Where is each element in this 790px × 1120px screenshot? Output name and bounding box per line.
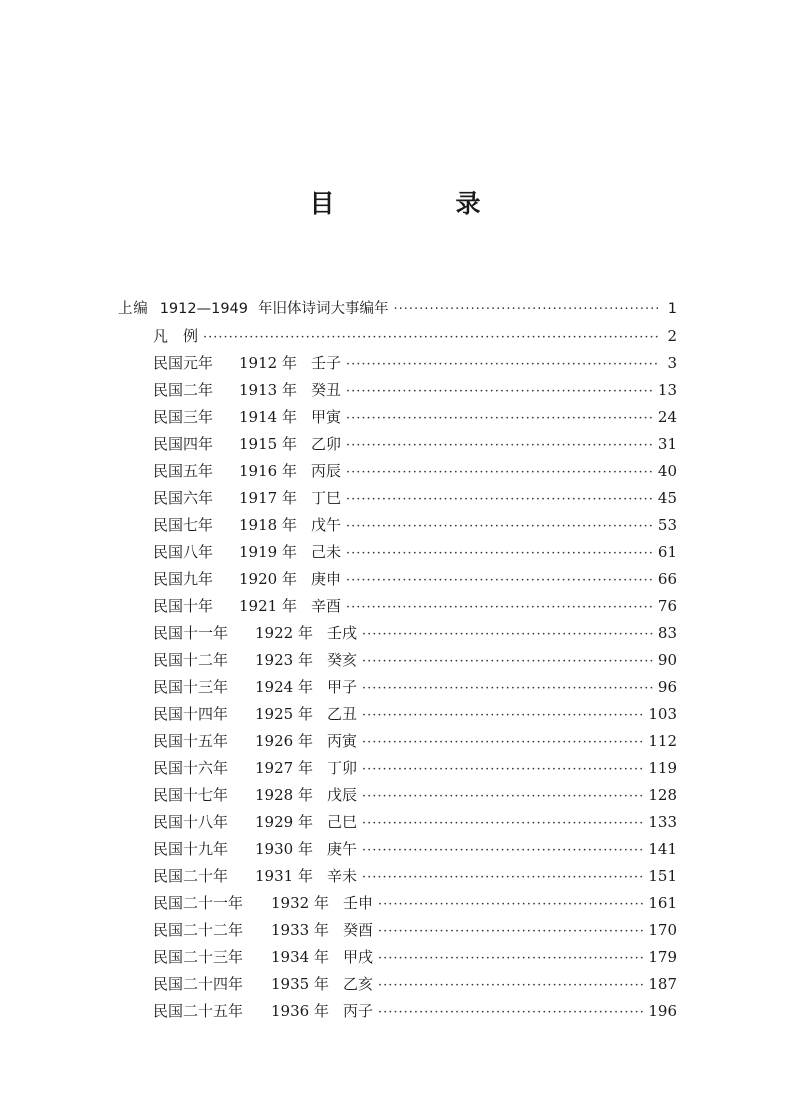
entry-gregorian-year: 1915 年 [239,435,297,453]
entry-ganzhi: 戊午 [310,516,341,534]
page-number: 90 [657,651,677,669]
dot-leader [378,918,643,945]
page-number: 83 [657,624,677,642]
toc-entry[interactable] [0,539,790,566]
page-number: 103 [648,705,677,723]
entry-reign-year: 民国十四年 [153,705,229,723]
entry-gregorian-year: 1921 年 [239,597,297,615]
toc-entry[interactable] [0,350,790,377]
dot-leader [362,756,643,783]
entry-reign-year: 民国十三年 [153,678,229,696]
entry-reign-year: 民国十年 [153,597,214,615]
part-year-range: 1912—1949 [159,301,249,317]
entry-ganzhi: 癸丑 [310,381,341,399]
page-number: 161 [648,894,677,912]
toc-entry[interactable] [0,620,790,647]
page-number: 96 [657,678,677,696]
dot-leader [346,513,653,540]
entry-ganzhi: 丁巳 [310,489,341,507]
entry-reign-year: 民国十八年 [153,813,229,831]
dot-leader [362,783,643,810]
dot-leader [346,378,653,405]
page-number: 3 [667,354,677,372]
entry-reign-year: 民国五年 [153,462,214,480]
entry-ganzhi: 甲子 [326,678,357,696]
dot-leader [346,540,653,567]
entry-gregorian-year: 1920 年 [239,570,297,588]
page-number: 40 [657,462,677,480]
dot-leader [362,621,653,648]
page-number: 2 [667,327,677,345]
toc-entry[interactable] [0,431,790,458]
entry-reign-year: 民国二十四年 [153,975,244,993]
entry-ganzhi: 癸酉 [342,921,373,939]
entry-gregorian-year: 1935 年 [271,975,329,993]
dot-leader [203,324,658,351]
entry-gregorian-year: 1916 年 [239,462,297,480]
entry-reign-year: 民国十九年 [153,840,229,858]
page-number: 24 [657,408,677,426]
entry-ganzhi: 壬子 [310,354,341,372]
dot-leader [362,702,643,729]
entry-ganzhi: 壬戌 [326,624,357,642]
entry-ganzhi: 己未 [310,543,341,561]
dot-leader [346,459,653,486]
page-number: 133 [648,813,677,831]
dot-leader [346,567,653,594]
toc-entry[interactable] [0,377,790,404]
entry-gregorian-year: 1925 年 [255,705,313,723]
dot-leader [378,891,643,918]
entry-reign-year: 民国八年 [153,543,214,561]
entry-reign-year: 民国元年 [153,354,214,372]
entry-reign-year: 民国二十年 [153,867,229,885]
toc-entry-notes[interactable] [0,323,790,350]
entry-ganzhi: 辛酉 [310,597,341,615]
toc-entry-list [0,350,790,1025]
entry-gregorian-year: 1932 年 [271,894,329,912]
entry-ganzhi: 甲戌 [342,948,373,966]
entry-reign-year: 民国二十一年 [153,894,244,912]
entry-ganzhi: 辛未 [326,867,357,885]
dot-leader [362,810,643,837]
page-title: 目 录 [309,189,529,218]
toc-entry[interactable] [0,647,790,674]
dot-leader [362,837,643,864]
toc-entry[interactable] [0,890,790,917]
entry-ganzhi: 丙辰 [310,462,341,480]
page-number: 119 [648,759,677,777]
part-label-suffix: 编 [133,301,148,317]
entry-gregorian-year: 1931 年 [255,867,313,885]
toc-entry[interactable] [0,701,790,728]
entry-gregorian-year: 1936 年 [271,1002,329,1020]
toc-entry[interactable] [0,998,790,1025]
entry-gregorian-year: 1928 年 [255,786,313,804]
entry-reign-year: 民国六年 [153,489,214,507]
toc-entry[interactable] [0,593,790,620]
part-title: 年旧体诗词大事编年 [258,301,389,317]
entry-gregorian-year: 1924 年 [255,678,313,696]
toc-entry[interactable] [0,836,790,863]
entry-reign-year: 民国七年 [153,516,214,534]
toc-entry[interactable] [0,782,790,809]
entry-ganzhi: 乙卯 [310,435,341,453]
dot-leader [394,296,658,323]
page-number: 170 [648,921,677,939]
page-number: 53 [657,516,677,534]
entry-ganzhi: 丙寅 [326,732,357,750]
entry-gregorian-year: 1923 年 [255,651,313,669]
entry-gregorian-year: 1917 年 [239,489,297,507]
page-number: 151 [648,867,677,885]
toc-entry[interactable] [0,674,790,701]
entry-ganzhi: 庚午 [326,840,357,858]
entry-gregorian-year: 1918 年 [239,516,297,534]
toc-entry[interactable] [0,404,790,431]
entry-reign-year: 民国二年 [153,381,214,399]
entry-ganzhi: 庚申 [310,570,341,588]
page-number: 61 [657,543,677,561]
entry-ganzhi: 戊辰 [326,786,357,804]
entry-gregorian-year: 1914 年 [239,408,297,426]
entry-ganzhi: 丙子 [342,1002,373,1020]
entry-reign-year: 民国十二年 [153,651,229,669]
page-number: 187 [648,975,677,993]
page-number: 13 [657,381,677,399]
entry-reign-year: 民国二十三年 [153,948,244,966]
dot-leader [346,405,653,432]
page-number: 76 [657,597,677,615]
entry-gregorian-year: 1913 年 [239,381,297,399]
entry-gregorian-year: 1922 年 [255,624,313,642]
entry-gregorian-year: 1929 年 [255,813,313,831]
toc-entry[interactable] [0,917,790,944]
dot-leader [346,594,653,621]
toc-entry[interactable] [0,755,790,782]
page-number: 128 [648,786,677,804]
toc-entry[interactable] [0,566,790,593]
entry-gregorian-year: 1926 年 [255,732,313,750]
dot-leader [346,432,653,459]
page-number: 1 [667,301,677,317]
dot-leader [378,945,643,972]
toc-entry[interactable] [0,512,790,539]
entry-ganzhi: 甲寅 [310,408,341,426]
page-number: 66 [657,570,677,588]
entry-reign-year: 民国十一年 [153,624,229,642]
dot-leader [346,486,653,513]
page-number: 112 [648,732,677,750]
entry-title: 凡 例 [153,327,199,345]
entry-gregorian-year: 1919 年 [239,543,297,561]
dot-leader [362,648,653,675]
dot-leader [346,351,658,378]
entry-reign-year: 民国二十二年 [153,921,244,939]
toc-entry[interactable] [0,485,790,512]
entry-ganzhi: 己巳 [326,813,357,831]
dot-leader [362,729,643,756]
entry-gregorian-year: 1930 年 [255,840,313,858]
toc-entry[interactable] [0,458,790,485]
page-number: 196 [648,1002,677,1020]
dot-leader [362,864,643,891]
entry-reign-year: 民国九年 [153,570,214,588]
page-number: 31 [657,435,677,453]
page-number: 179 [648,948,677,966]
entry-gregorian-year: 1912 年 [239,354,297,372]
toc-entry[interactable] [0,863,790,890]
entry-ganzhi: 癸亥 [326,651,357,669]
entry-reign-year: 民国十六年 [153,759,229,777]
page-number: 45 [657,489,677,507]
toc-part-heading[interactable] [0,296,790,323]
entry-gregorian-year: 1933 年 [271,921,329,939]
entry-ganzhi: 乙丑 [326,705,357,723]
toc-entry[interactable] [0,728,790,755]
dot-leader [378,972,643,999]
entry-ganzhi: 乙亥 [342,975,373,993]
entry-ganzhi: 丁卯 [326,759,357,777]
table-of-contents [0,296,790,1025]
entry-ganzhi: 壬申 [342,894,373,912]
entry-reign-year: 民国十五年 [153,732,229,750]
toc-entry[interactable] [0,971,790,998]
entry-reign-year: 民国十七年 [153,786,229,804]
part-label: 上 [118,301,133,317]
entry-gregorian-year: 1927 年 [255,759,313,777]
dot-leader [362,675,653,702]
toc-entry[interactable] [0,809,790,836]
entry-reign-year: 民国四年 [153,435,214,453]
entry-reign-year: 民国二十五年 [153,1002,244,1020]
toc-entry[interactable] [0,944,790,971]
entry-gregorian-year: 1934 年 [271,948,329,966]
entry-reign-year: 民国三年 [153,408,214,426]
dot-leader [378,999,643,1026]
page-number: 141 [648,840,677,858]
